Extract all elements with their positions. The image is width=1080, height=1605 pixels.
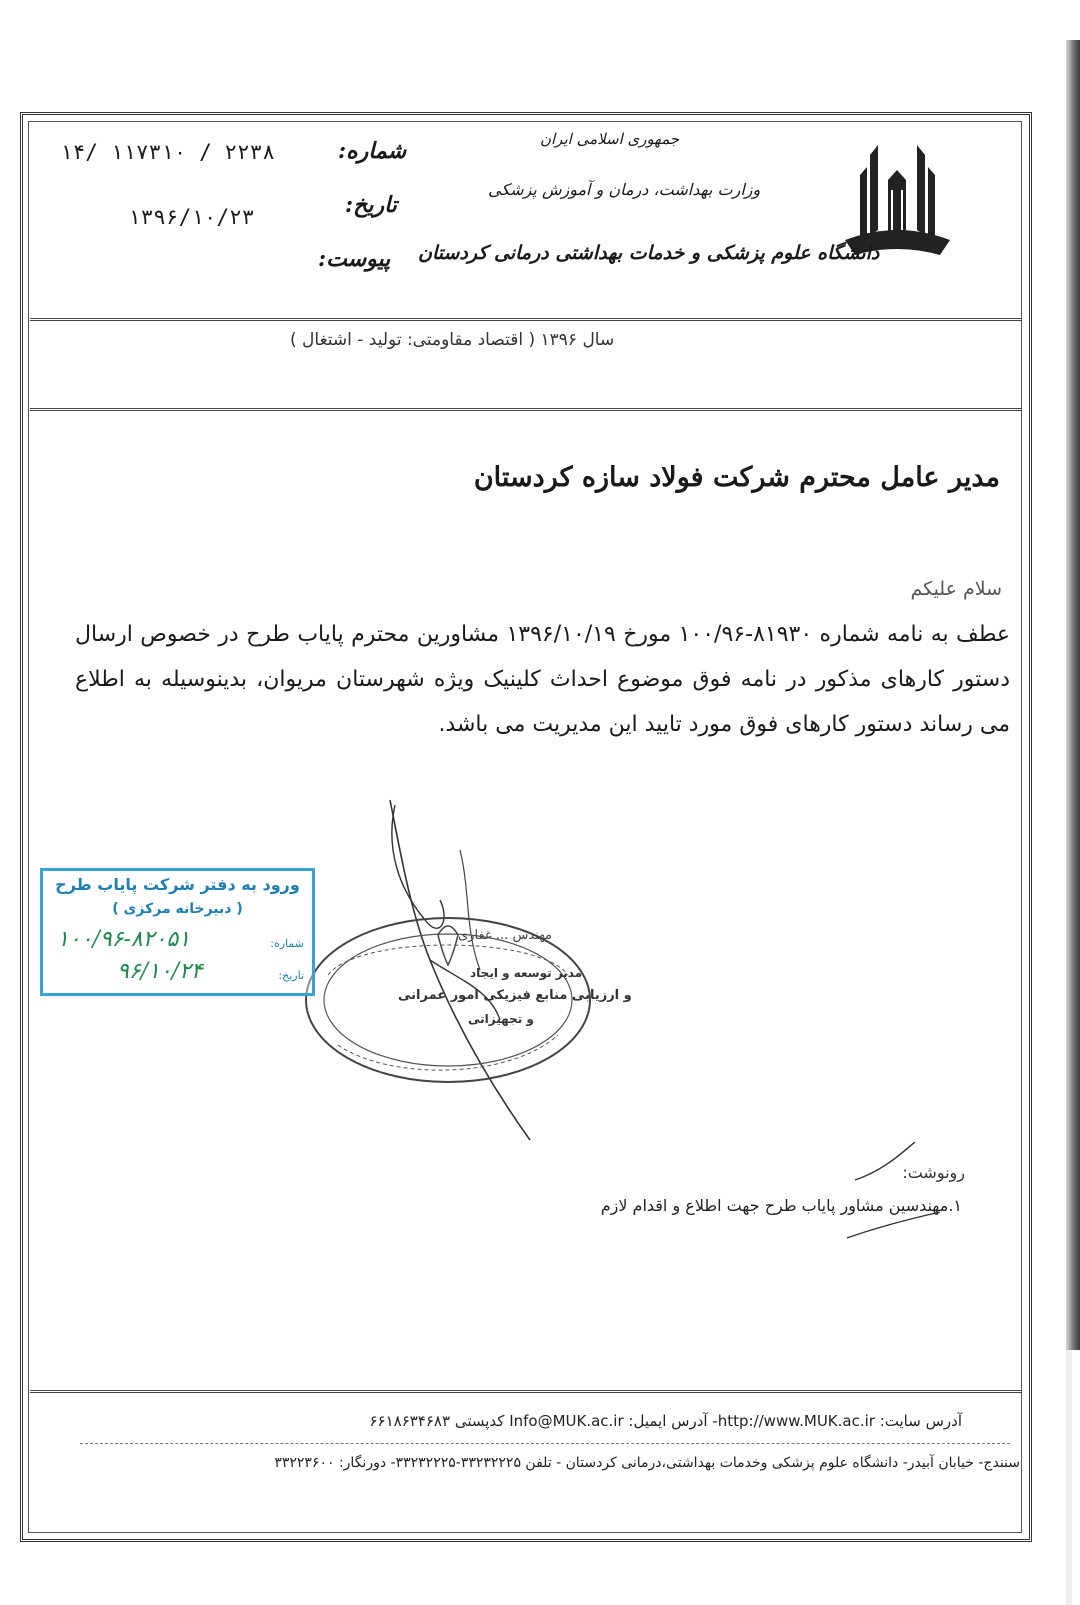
date-label: تاریخ: <box>345 192 397 218</box>
slogan-divider <box>30 408 1022 411</box>
number-label: شماره: <box>338 138 407 164</box>
year-slogan: سال ۱۳۹۶ ( اقتصاد مقاومتی: تولید - اشتغال ) <box>290 330 615 350</box>
scan-shadow-edge-lower <box>1066 1350 1072 1605</box>
entry-stamp-date-label: تاریخ: <box>278 969 304 982</box>
scan-shadow-edge <box>1066 40 1080 1350</box>
number-value: ۱۴/ ۱۱۷۳۱۰ / ۲۲۳۸ <box>60 140 275 164</box>
entry-stamp <box>40 868 315 996</box>
letter-recipient: مدیر عامل محترم شرکت فولاد سازه کردستان <box>473 462 1000 493</box>
header-university: دانشگاه علوم پزشکی و خدمات بهداشتی درمانی کردستان <box>418 242 880 264</box>
letter-greeting: سلام علیکم <box>910 578 1002 600</box>
seal-line-2: مدیر توسعه و ایجاد <box>470 966 583 980</box>
entry-stamp-date-value: ۹۶/۱۰/۲۴ <box>117 959 203 984</box>
seal-line-4: و تجهیزاتی <box>468 1012 534 1026</box>
entry-stamp-subtitle: ( دبیرخانه مرکزی ) <box>112 901 243 917</box>
header-divider <box>30 318 1022 321</box>
entry-stamp-number-label: شماره: <box>270 937 304 950</box>
footer-contact-web: آدرس سایت: http://www.MUK.ac.ir- آدرس ایمیل: Info@MUK.ac.ir کدپستی ۶۶۱۸۶۳۴۶۸۳ <box>369 1412 962 1430</box>
header-country: جمهوری اسلامی ایران <box>540 130 680 148</box>
footer-address: سنندج- خیابان آبیدر- دانشگاه علوم پزشکی وخدمات بهداشتی،درمانی کردستان - تلفن ۳۳۲۳۲۲۲۵-۳۳۲۳۲۲۲۵- دورنگار: ۳۳۲۲۳۶۰۰ <box>274 1455 1020 1471</box>
seal-line-3: و ارزیابی منابع فیزیکی امور عمرانی <box>398 988 632 1003</box>
copy-label: رونوشت: <box>902 1163 965 1182</box>
seal-line-1: مهندس ... غفاری <box>458 928 553 943</box>
copy-item: ۱.مهندسین مشاور پایاب طرح جهت اطلاع و اقدام لازم <box>600 1196 962 1215</box>
entry-stamp-title: ورود به دفتر شرکت پایاب طرح <box>55 875 300 894</box>
date-value: ۱۳۹۶/۱۰/۲۳ <box>128 205 255 229</box>
entry-stamp-number-value: ۱۰۰/۹۶-۸۲۰۵۱ <box>57 927 191 952</box>
footer-line-separator <box>80 1443 1010 1444</box>
letter-body: عطف به نامه شماره ۸۱۹۳۰-۱۰۰/۹۶ مورخ ۱۳۹۶/۱۰/۱۹ مشاورین محترم پایاب طرح در خصوص ارسال دستور کارهای مذکور در نامه فوق موضوع احداث کلینیک ویژه شهرستان مریوان، بدینوسیله به اطلاع می رساند دستور کارهای فوق مورد تایید این مدیریت می باشد. <box>75 622 1010 737</box>
copy-initials-icon <box>845 1140 945 1250</box>
footer-divider <box>30 1390 1022 1393</box>
attachment-label: پیوست: <box>318 246 391 272</box>
header-ministry: وزارت بهداشت، درمان و آموزش پزشکی <box>488 180 761 199</box>
